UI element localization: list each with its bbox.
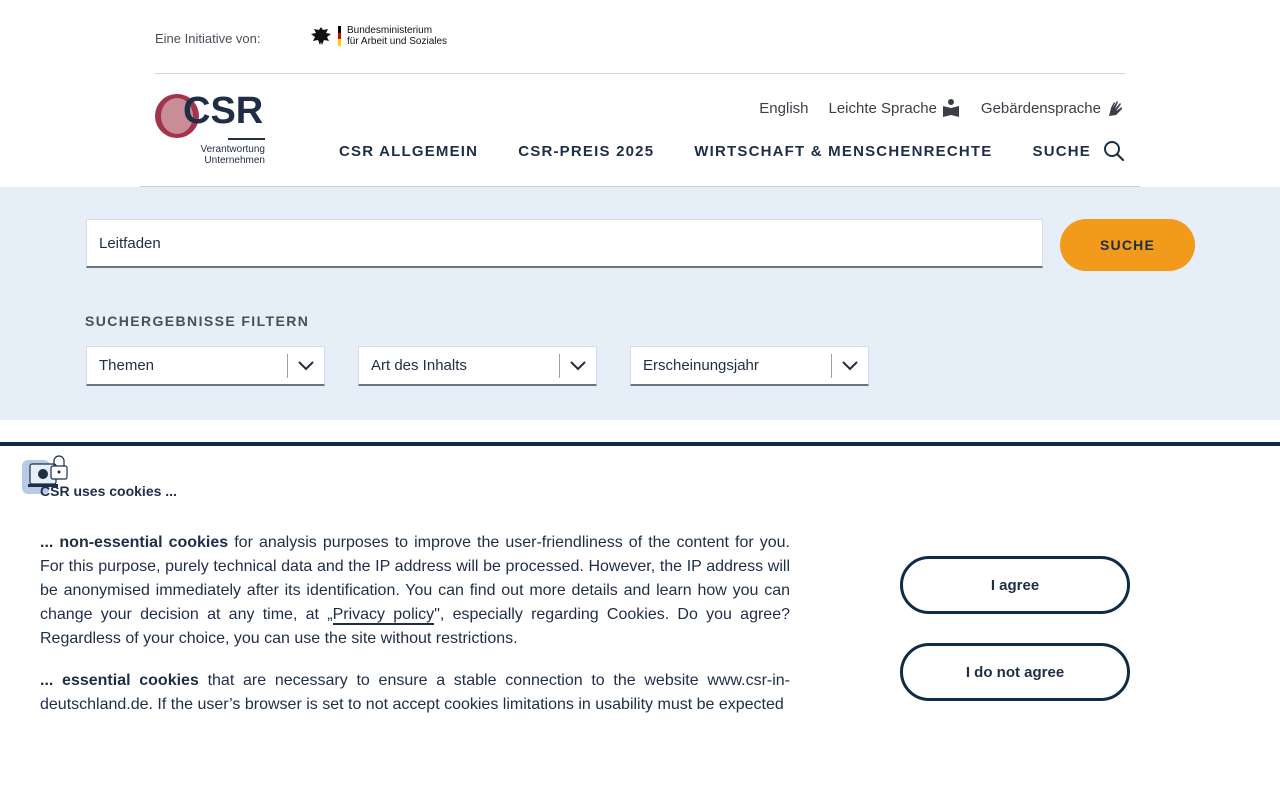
- cookie-p1-text-b: ", especially regarding Cookies. Do you agree? Regardless of your choice, you can use the site without restrictions.: [40, 606, 790, 647]
- nav-search-label: SUCHE: [1032, 142, 1091, 160]
- ministry-name: [347, 25, 447, 47]
- nav-wirtschaft-menschenrechte[interactable]: WIRTSCHAFT & MENSCHENRECHTE: [694, 142, 993, 160]
- search-input[interactable]: [86, 219, 1043, 268]
- privacy-policy-link[interactable]: Privacy policy: [332, 606, 435, 623]
- sign-language-hands-icon: [1105, 98, 1125, 118]
- agree-button[interactable]: I agree: [900, 556, 1130, 614]
- top-divider: [155, 73, 1125, 74]
- cookie-banner: [0, 446, 1280, 800]
- cookie-essential-text: [40, 669, 790, 717]
- federal-eagle-icon: [310, 25, 332, 47]
- logo-sub-line-2: Unternehmen: [204, 155, 265, 166]
- english-link[interactable]: English: [759, 99, 809, 117]
- cookie-p2-text: that are necessary to ensure a stable connection to the website www.csr-in-deutschland.de. If the user’s browser is set to not accept cookies limitations in usability must be expected: [40, 672, 791, 713]
- language-links: [759, 98, 1125, 118]
- filter-content-type-select[interactable]: [358, 346, 597, 386]
- csr-logo[interactable]: [155, 90, 267, 166]
- filter-heading: SUCHERGEBNISSE FILTERN: [85, 313, 310, 329]
- initiative-bar: [155, 24, 261, 52]
- easy-language-link[interactable]: [829, 98, 961, 118]
- cookie-essential-heading: ... essential cookies: [40, 672, 199, 689]
- nav-search[interactable]: [1032, 140, 1125, 162]
- chevron-down-icon: [288, 347, 324, 385]
- initiative-label: Eine Initiative von:: [155, 30, 261, 46]
- search-section: [0, 187, 1280, 420]
- filter-themen-select[interactable]: [86, 346, 325, 386]
- logo-rule: [228, 138, 265, 140]
- chevron-down-icon: [560, 347, 596, 385]
- logo-subtitle: [201, 144, 266, 166]
- main-navigation: [339, 140, 1125, 162]
- chevron-down-icon: [832, 347, 868, 385]
- cookie-title: CSR uses cookies ...: [40, 483, 177, 499]
- sign-language-link[interactable]: [981, 98, 1125, 118]
- cookie-non-essential-heading: ... non-essential cookies: [40, 534, 229, 551]
- filter-year-select[interactable]: [630, 346, 869, 386]
- easy-language-label: Leichte Sprache: [828, 99, 937, 117]
- ministry-line-2: für Arbeit und Soziales: [347, 36, 448, 47]
- nav-csr-allgemein[interactable]: CSR ALLGEMEIN: [339, 142, 479, 160]
- disagree-button[interactable]: I do not agree: [900, 643, 1130, 701]
- cookie-non-essential-text: [40, 531, 790, 651]
- german-flag-icon: [338, 26, 341, 46]
- filter-content-type-value: Art des Inhalts: [371, 357, 467, 374]
- ministry-logo[interactable]: [310, 25, 447, 47]
- nav-csr-preis[interactable]: CSR-PREIS 2025: [518, 142, 655, 160]
- search-icon: [1103, 140, 1125, 162]
- filter-year-value: Erscheinungsjahr: [643, 357, 759, 374]
- ministry-line-1: Bundesministerium: [347, 25, 433, 36]
- sign-language-label: Gebärdensprache: [980, 99, 1101, 117]
- logo-sub-line-1: Verantwortung: [200, 144, 265, 155]
- filter-themen-value: Themen: [99, 357, 155, 374]
- search-button[interactable]: SUCHE: [1060, 219, 1195, 271]
- cookie-p1-text-a: for analysis purposes to improve the user-friendliness of the content for you. For this purpose, purely technical data and the IP address will be processed. However, the IP address will be anonymised immediately after its identification. You can find out more details and learn how you can change your decision at any time, at „: [40, 534, 790, 623]
- logo-text: CSR: [183, 90, 264, 132]
- easy-language-book-icon: [941, 98, 961, 118]
